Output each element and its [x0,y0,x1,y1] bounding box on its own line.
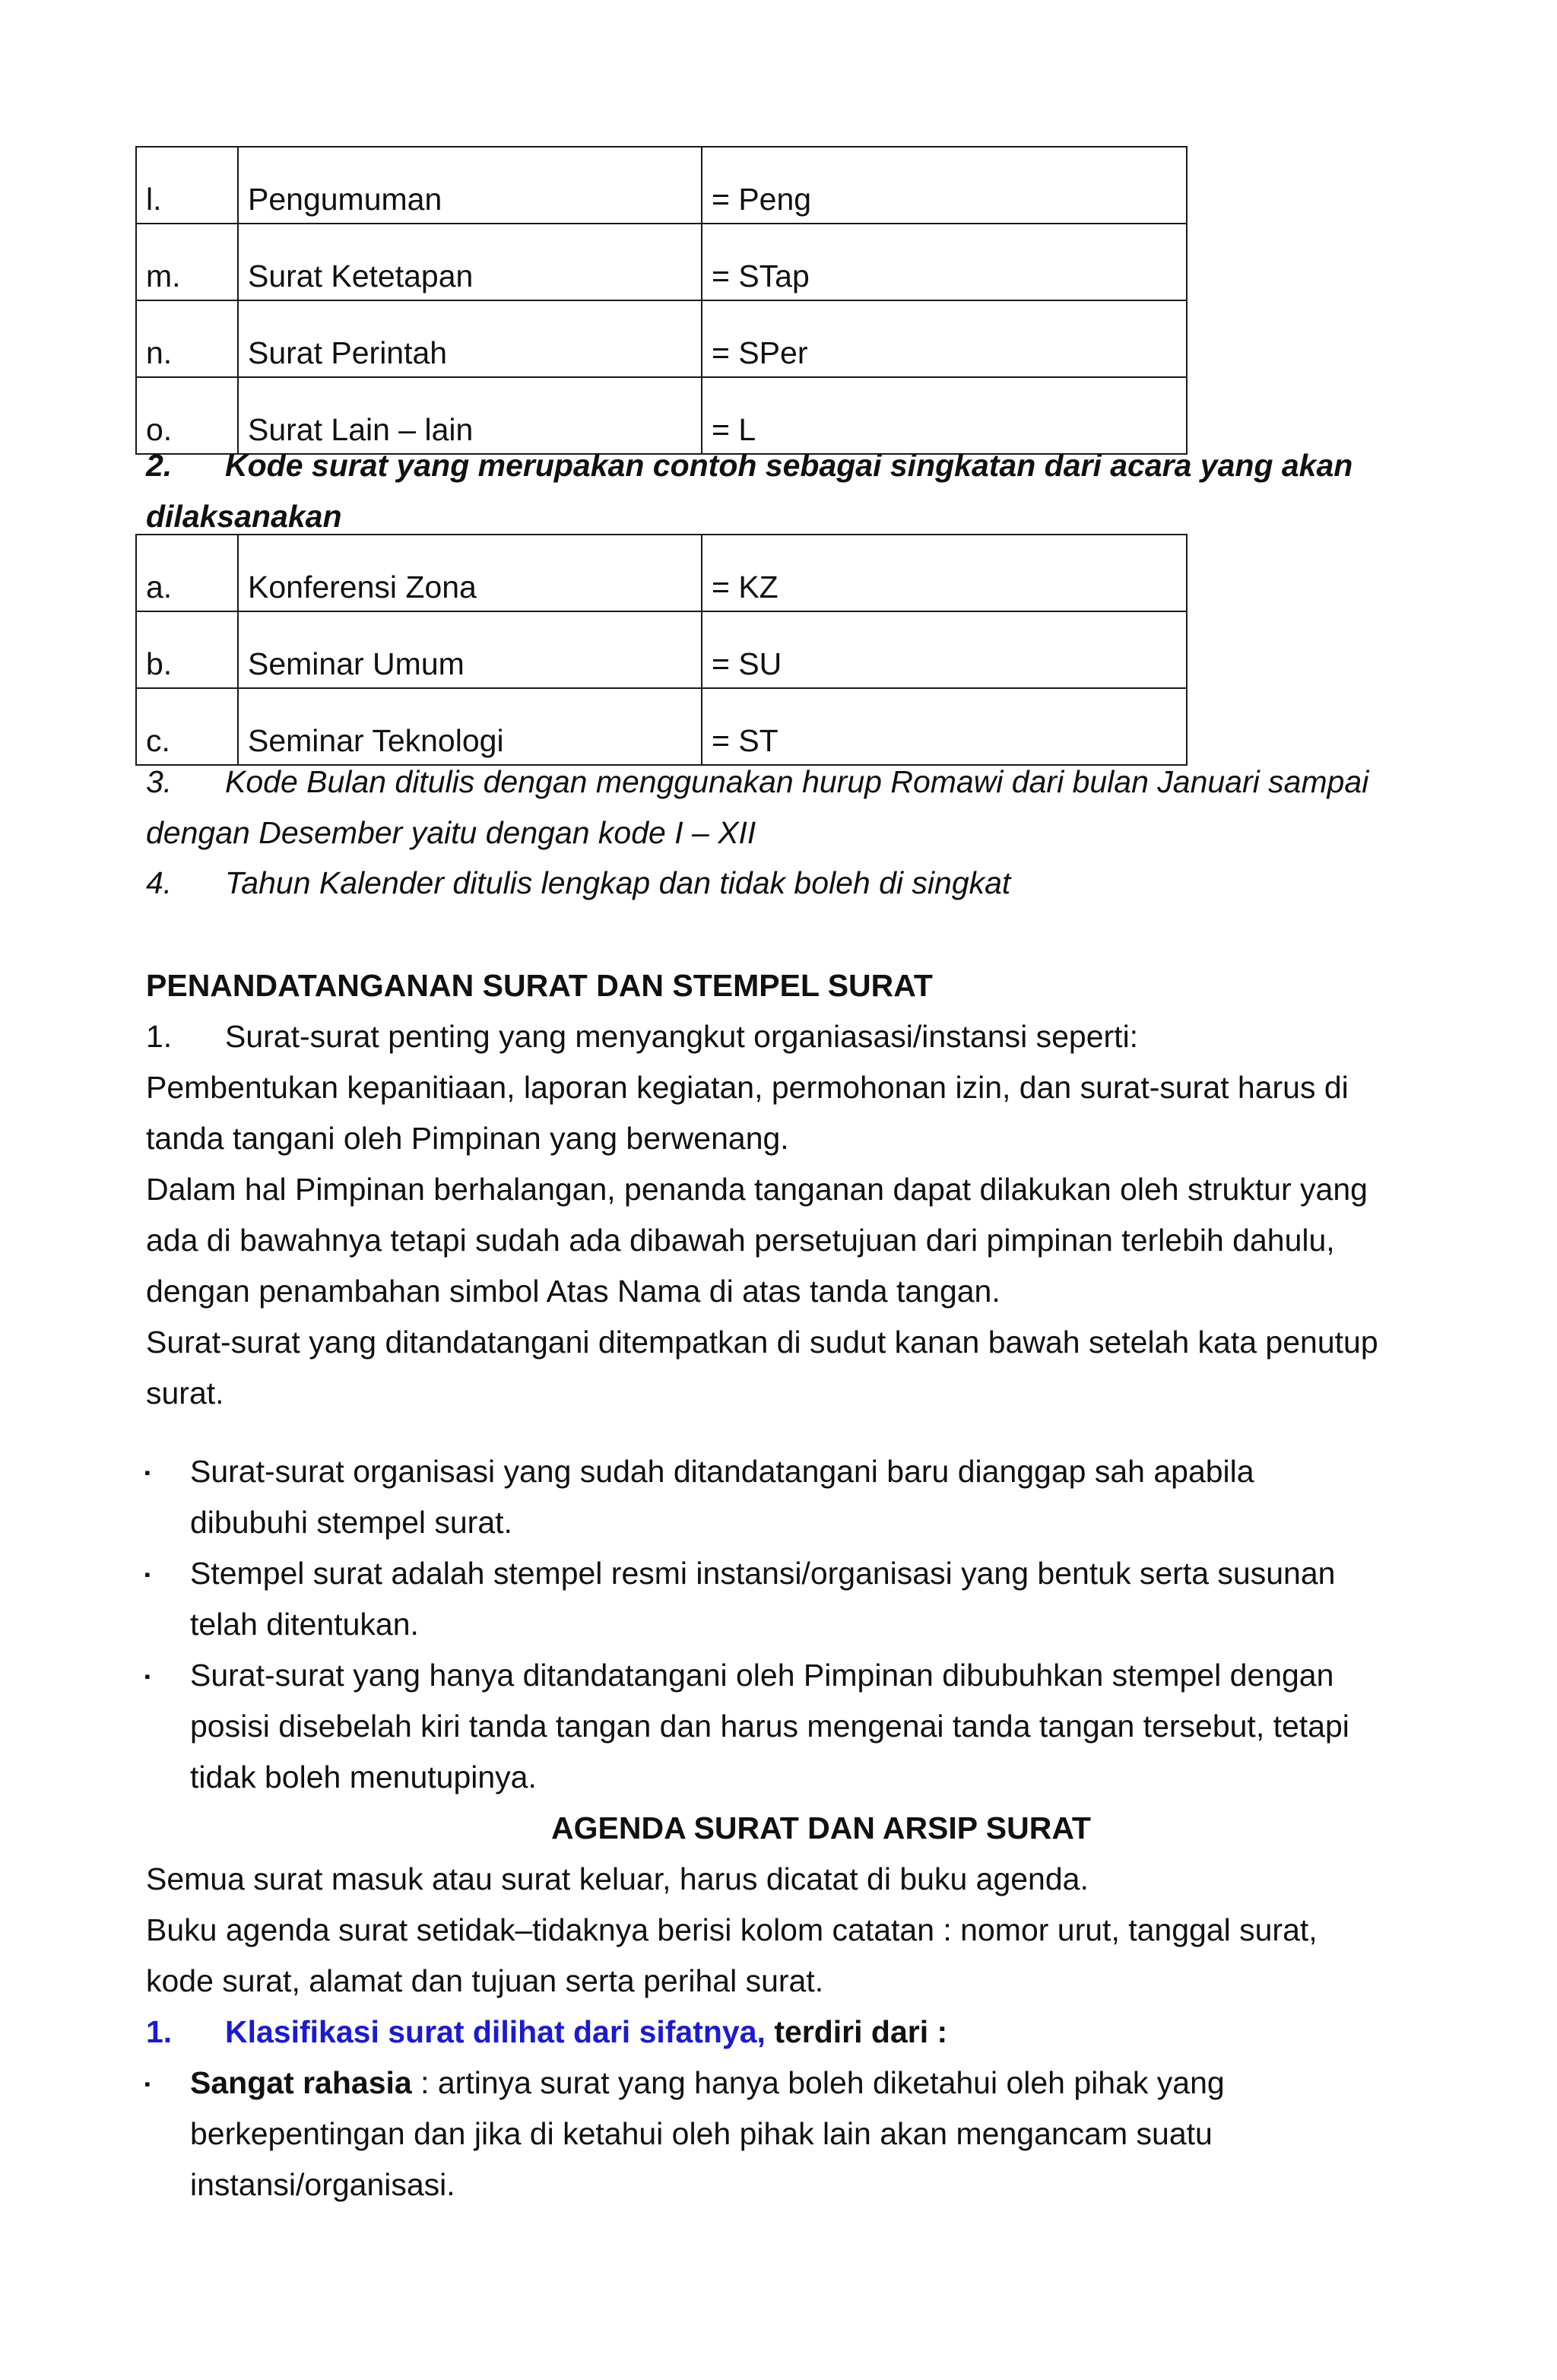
code-table-2 [135,534,1188,766]
row-code: = SU [702,611,1187,688]
signature-item [146,1021,1138,1052]
classification-title: Klasifikasi surat dilihat dari sifatnya, [225,2014,766,2049]
bullet-icon: ▪ [144,1463,151,1482]
item-text: Tahun Kalender ditulis lengkap dan tidak boleh di singkat [225,865,1011,900]
section-heading-signature: PENANDATANGANAN SURAT DAN STEMPEL SURAT [146,968,933,1003]
code-table-1 [135,146,1188,455]
paragraph-line: Dalam hal Pimpinan berhalangan, penanda tanganan dapat dilakukan oleh struktur yang [146,1172,1368,1207]
item-number: 1. [146,1019,173,1054]
row-code: = ST [702,688,1187,765]
item4-text [146,865,1011,900]
bullet-item-text: Surat-surat organisasi yang sudah ditandatangani baru dianggap sah apabila [190,1454,1254,1489]
row-code: = Peng [702,147,1187,224]
paragraph-line: tanda tangani oleh Pimpinan yang berwenang. [146,1121,789,1156]
row-name: Surat Lain – lain [238,377,702,454]
term-label: Sangat rahasia [190,2065,412,2100]
bullet-item-text: posisi disebelah kiri tanda tangan dan harus mengenai tanda tangan tersebut, tetapi [190,1709,1349,1744]
item-text: Surat-surat penting yang menyangkut organiasasi/instansi seperti: [225,1019,1139,1054]
table-row [136,535,1187,611]
row-name: Surat Ketetapan [238,224,702,300]
item3-text-cont: dengan Desember yaitu dengan kode I – XII [146,815,756,850]
item-number: 3. [146,764,173,799]
paragraph-line: dengan penambahan simbol Atas Nama di atas tanda tangan. [146,1274,1000,1309]
paragraph-line: Surat-surat yang ditandatangani ditempatkan di sudut kanan bawah setelah kata penutup [146,1325,1378,1360]
bullet-icon: ▪ [144,1667,151,1686]
table-row [136,147,1187,224]
row-key: a. [136,535,238,611]
section-heading-agenda: AGENDA SURAT DAN ARSIP SURAT [551,1810,1091,1845]
row-code: = STap [702,224,1187,300]
row-key: n. [136,300,238,377]
item3-text [146,766,1368,798]
classification-suffix: terdiri dari : [765,2014,948,2049]
item-number: 4. [146,865,173,900]
item-text: Kode Bulan ditulis dengan menggunakan hurup Romawi dari bulan Januari sampai [225,764,1369,799]
item-number: 1. [146,2014,173,2049]
row-code: = L [702,377,1187,454]
row-key: l. [136,147,238,224]
table-row [136,611,1187,688]
paragraph-line: ada di bawahnya tetapi sudah ada dibawah persetujuan dari pimpinan terlebih dahulu, [146,1223,1335,1258]
row-code: = KZ [702,535,1187,611]
paragraph-line: instansi/organisasi. [190,2167,455,2202]
bullet-item-text: Surat-surat yang hanya ditandatangani oleh Pimpinan dibubuhkan stempel dengan [190,1658,1334,1693]
paragraph-line: Semua surat masuk atau surat keluar, harus dicatat di buku agenda. [146,1861,1089,1896]
section2-heading [146,450,1352,481]
row-name: Seminar Teknologi [238,688,702,765]
table-row [136,224,1187,300]
section2-heading-cont: dilaksanakan [146,499,342,534]
row-name: Pengumuman [238,147,702,224]
paragraph-line: berkepentingan dan jika di ketahui oleh pihak lain akan mengancam suatu [190,2116,1213,2151]
paragraph-line: kode surat, alamat dan tujuan serta perihal surat. [146,1963,824,1998]
row-name: Surat Perintah [238,300,702,377]
bullet-item-text: Stempel surat adalah stempel resmi instansi/organisasi yang bentuk serta susunan [190,1556,1336,1591]
classification-item [146,2014,948,2049]
bullet-item-text: tidak boleh menutupinya. [190,1760,537,1795]
table-row [136,377,1187,454]
section-text: Kode surat yang merupakan contoh sebagai singkatan dari acara yang akan [225,448,1353,483]
row-key: b. [136,611,238,688]
bullet-icon: ▪ [144,1565,151,1584]
paragraph-line: Pembentukan kepanitiaan, laporan kegiatan, permohonan izin, dan surat-surat harus di [146,1070,1349,1105]
secret-definition [190,2067,1225,2099]
row-key: c. [136,688,238,765]
section-number: 2. [146,448,173,483]
term-definition: : artinya surat yang hanya boleh diketahui oleh pihak yang [411,2065,1225,2100]
row-name: Konferensi Zona [238,535,702,611]
bullet-item-text: telah ditentukan. [190,1607,419,1642]
table-row [136,300,1187,377]
table-row [136,688,1187,765]
row-code: = SPer [702,300,1187,377]
row-key: m. [136,224,238,300]
paragraph-line: Buku agenda surat setidak–tidaknya berisi kolom catatan : nomor urut, tanggal surat, [146,1912,1318,1947]
bullet-item-text: dibubuhi stempel surat. [190,1505,512,1540]
row-name: Seminar Umum [238,611,702,688]
row-key: o. [136,377,238,454]
bullet-icon: ▪ [144,2074,151,2093]
paragraph-line: surat. [146,1376,224,1411]
